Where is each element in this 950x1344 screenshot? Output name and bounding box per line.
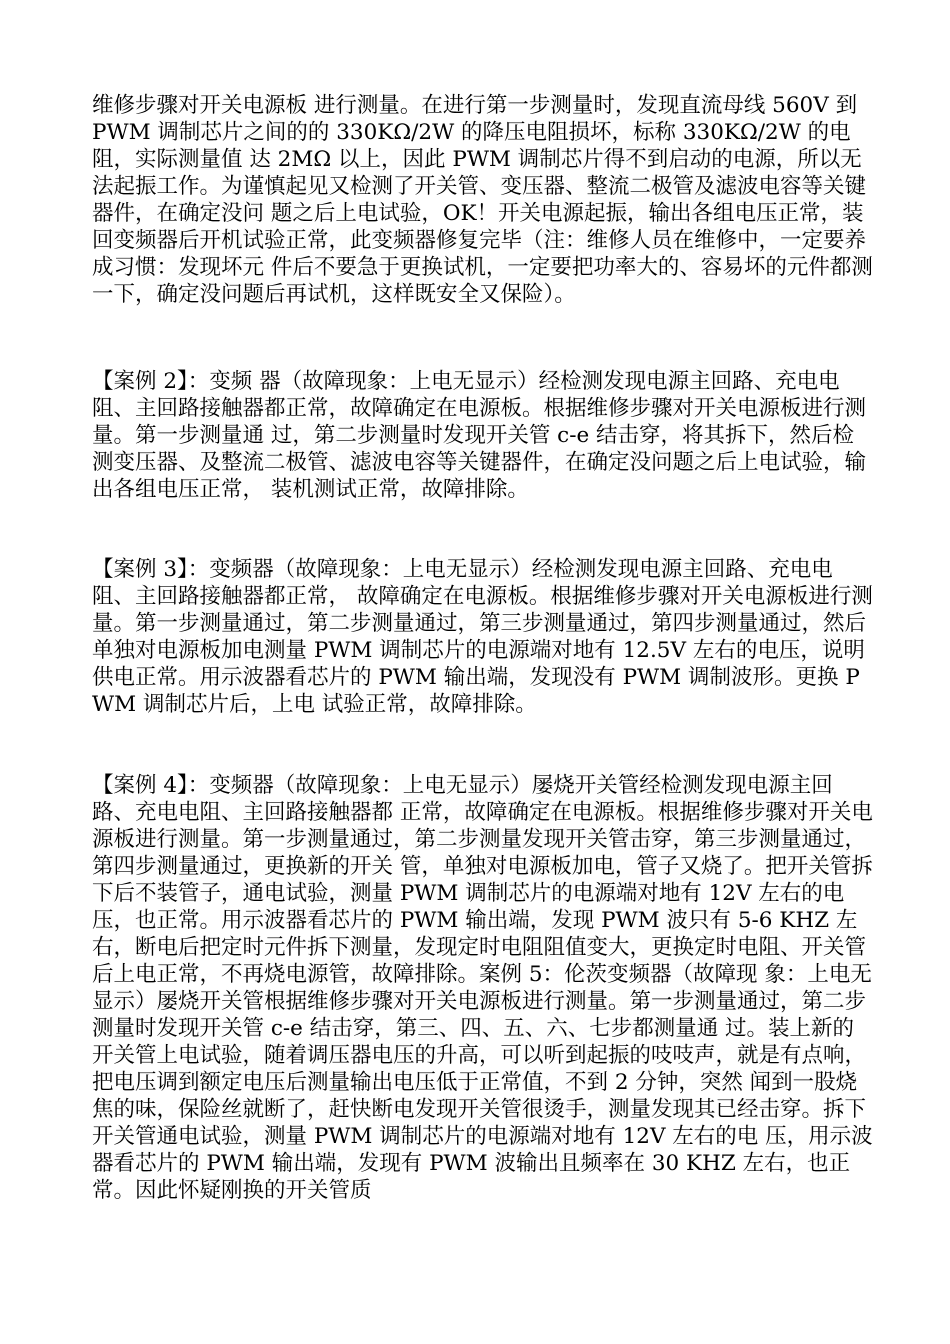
paragraph-case-2: 【案例 2】：变频 器（故障现象：上电无显示）经检测发现电源主回路、充电电阻、主回路接触器都正常，故障确定在电源板。根据维修步骤对开关电源板进行测量。第一步测量通 过，第二步测量时发现开关管 c-e 结击穿，将其拆下，然后检测变压器、及整流二极管、滤波电容等关键器件，在确定没问题之后上电试验，输出各组电压正常， 装机测试正常，故障排除。 [92, 369, 867, 502]
paragraph-case-3: 【案例 3】：变频器（故障现象：上电无显示）经检测发现电源主回路、充电电阻、主回路接触器都正常， 故障确定在电源板。根据维修步骤对开关电源板进行测量。第一步测量通过，第二步测量通过，第三步测量通过，第四步测量通过，然后单独对电源板加电测量 PWM 调制芯片的电源端对地有 12.5V 左右的电压，说明供电正常。用示波器看芯片的 PWM 输出端，发现没有 PWM 调制波形。更换 PWM 调制芯片后，上电 试验正常，故障排除。 [92, 557, 873, 717]
paragraph-case-4: 【案例 4】：变频器（故障现象：上电无显示）屡烧开关管经检测发现电源主回路、充电电阻、主回路接触器都 正常，故障确定在电源板。根据维修步骤对开关电源板进行测量。第一步测量通过，第二步测量发现开关管击穿，第三步测量通过，第四步测量通过，更换新的开关 管，单独对电源板加电，管子又烧了。把开关管拆下后不装管子，通电试验，测量 PWM 调制芯片的电源端对地有 12V 左右的电压，也正常。用示波器看芯片的 PWM 输出端，发现 PWM 波只有 5-6 KHZ 左右，断电后把定时元件拆下测量，发现定时电阻阻值变大，更换定时电阻、开关管后上电正常，不再烧电源管，故障排除。案例 5：伦茨变频器（故障现 象：上电无显示）屡烧开关管根据维修步骤对开关电源板进行测量。第一步测量通过，第二步测量时发现开关管 c-e 结击穿，第三、四、五、六、七步都测量通 过。装上新的开关管上电试验，随着调压器电压的升高，可以听到起振的吱吱声，就是有点响，把电压调到额定电压后测量输出电压低于正常值，不到 2 分钟，突然 闻到一股烧焦的味，保险丝就断了，赶快断电发现开关管很烫手，测量发现其已经击穿。拆下开关管通电试验，测量 PWM 调制芯片的电源端对地有 12V 左右的电 压，用示波器看芯片的 PWM 输出端，发现有 PWM 波输出且频率在 30 KHZ 左右，也正常。因此怀疑刚换的开关管质 [92, 773, 873, 1203]
paragraph-repair-steps: 维修步骤对开关电源板 进行测量。在进行第一步测量时，发现直流母线 560V 到 PWM 调制芯片之间的的 330KΩ/2W 的降压电阻损坏，标称 330KΩ/2W 的电阻，实际测量值 达 2MΩ 以上，因此 PWM 调制芯片得不到启动的电源，所以无法起振工作。为谨慎起见又检测了开关管、变压器、整流二极管及滤波电容等关键器件，在确定没问 题之后上电试验，OK！开关电源起振，输出各组电压正常，装回变频器后开机试验正常，此变频器修复完毕（注：维修人员在维修中，一定要养成习惯：发现坏元 件后不要急于更换试机，一定要把功率大的、容易坏的元件都测一下，确定没问题后再试机，这样既安全又保险）。 [92, 93, 873, 307]
